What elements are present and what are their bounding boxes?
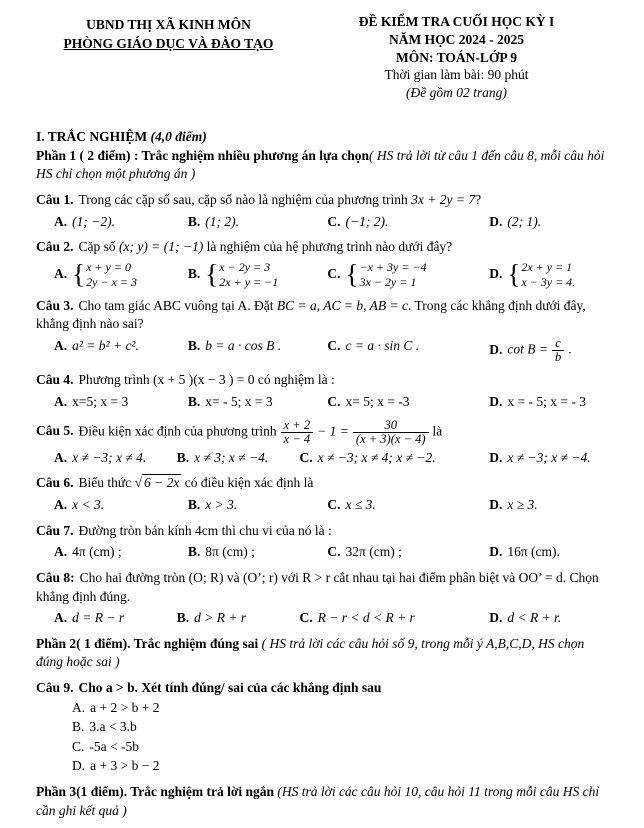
subject-grade: MÔN: TOÁN-LỚP 9 bbox=[395, 49, 517, 65]
part-2-heading bbox=[36, 635, 612, 672]
question-7-number: Câu 7. bbox=[36, 522, 74, 538]
question-6 bbox=[36, 474, 612, 514]
authority-line-2: PHÒNG GIÁO DỤC VÀ ĐÀO TẠO bbox=[63, 35, 274, 51]
question-4-option-b: B. x= - 5; x = 3 bbox=[187, 393, 273, 409]
question-6-option-c: C. x ≤ 3. bbox=[327, 497, 376, 513]
question-1-options bbox=[36, 213, 612, 232]
question-3-options bbox=[36, 337, 612, 364]
question-6-option-d: D. x ≥ 3. bbox=[489, 497, 538, 513]
question-2-option-c: C. { −x + 3y = −4 3x − 2y = 1 bbox=[327, 259, 427, 290]
square-root-expression: √ 6 − 2x bbox=[134, 475, 180, 491]
question-3-option-a: A. a² = b² + c². bbox=[54, 338, 139, 354]
question-4-option-d: D. x = - 5; x = - 3 bbox=[489, 393, 586, 409]
question-7-option-c: C. 32π (cm) ; bbox=[327, 544, 402, 560]
part-2-instructions: ( HS trả lời các câu hỏi số 9, trong mỗi ý A,B,C,D, HS chọn đúng hoặc sai ) bbox=[36, 635, 585, 670]
question-3 bbox=[36, 297, 612, 365]
issuing-authority-block bbox=[36, 13, 301, 102]
exam-duration: Thời gian làm bài: 90 phút bbox=[384, 67, 529, 83]
question-5-number: Câu 5. bbox=[36, 423, 74, 439]
system-of-equations: { 2x + y = 1 x − 3y = 4. bbox=[507, 259, 576, 290]
question-6-option-a: A. x < 3. bbox=[54, 497, 105, 513]
part-1-heading bbox=[36, 147, 612, 184]
part-1-instructions: ( HS trả lời từ câu 1 đến câu 8, mỗi câu hỏi HS chỉ chọn một phương án ) bbox=[36, 147, 605, 182]
part-2-title: Phần 2( 1 điểm). Trắc nghiệm đúng sai bbox=[36, 635, 259, 651]
question-8 bbox=[36, 569, 612, 628]
question-2-option-a: A. { x + y = 0 2y − x = 3 bbox=[54, 259, 137, 290]
authority-line-1: UBND THỊ XÃ KINH MÔN bbox=[86, 17, 251, 32]
question-1-option-c: C. (−1; 2). bbox=[327, 213, 389, 229]
part-3-heading bbox=[36, 783, 612, 820]
question-8-text: Câu 8: Cho hai đường tròn (O; R) và (O’; r) với R > r cắt nhau tại hai điểm phân biệt và OO’ = d. Chọn khẳng định đúng. bbox=[36, 569, 599, 604]
question-3-option-b: B. b = a · cos B . bbox=[187, 338, 282, 354]
question-7 bbox=[36, 522, 612, 562]
question-1-equation: 3x + 2y = 7 bbox=[411, 191, 476, 207]
system-of-equations: { x + y = 0 2y − x = 3 bbox=[72, 259, 137, 290]
brace-glyph: { bbox=[345, 259, 359, 290]
question-2-number: Câu 2. bbox=[36, 239, 74, 255]
question-7-text: Câu 7. Đường tròn bán kính 4cm thì chu vi của nó là : bbox=[36, 522, 332, 538]
question-7-option-d: D. 16π (cm). bbox=[489, 544, 560, 560]
page-count-note: (Đề gồm 02 trang) bbox=[406, 85, 507, 101]
question-2-text: Câu 2. Cặp số (x; y) = (1; −1) là nghiệm của hệ phương trình nào dưới đây? bbox=[36, 239, 453, 255]
question-9-statement-a: A. a + 2 > b + 2 bbox=[72, 699, 160, 715]
question-7-option-a: A. 4π (cm) ; bbox=[54, 544, 122, 560]
question-9-text: Câu 9. Cho a > b. Xét tính đúng/ sai của các khẳng định sau bbox=[36, 680, 382, 696]
question-4-text: Câu 4. Phương trình (x + 5 )(x − 3 ) = 0 có nghiệm là : bbox=[36, 372, 335, 388]
question-8-options bbox=[36, 609, 612, 628]
question-8-option-a: A. d = R − r bbox=[54, 610, 125, 626]
question-1-option-a: A. (1; −2). bbox=[54, 213, 115, 229]
question-4-option-c: C. x= 5; x = -3 bbox=[327, 393, 410, 409]
fraction: $\frac{c}{b}$ bbox=[552, 337, 564, 364]
question-3-number: Câu 3. bbox=[36, 297, 74, 313]
fraction: $\frac{x + 2}{x - 4}$ bbox=[281, 419, 313, 446]
exam-title-block bbox=[301, 13, 612, 102]
question-2-option-d: D. { 2x + y = 1 x − 3y = 4. bbox=[489, 259, 576, 290]
part-3-title: Phần 3(1 điểm). Trắc nghiệm trả lời ngắn bbox=[36, 783, 274, 799]
question-5-text: Câu 5. Điều kiện xác định của phương trình $\frac{x + 2}{x - 4}$ − 1 = $\frac{30}{(x + 3)(x - 4)}$ là bbox=[36, 417, 443, 446]
question-8-option-c: C. R − r < d < R + r bbox=[299, 610, 415, 626]
question-3-text: Câu 3. Cho tam giác ABC vuông tại A. Đặt BC = a, AC = b, AB = c. Trong các khẳng định dưới đây, khẳng định nào sai? bbox=[36, 297, 586, 332]
question-2 bbox=[36, 238, 612, 290]
question-5-option-d: D. x ≠ −3; x ≠ −4. bbox=[489, 449, 591, 465]
question-1-option-b: B. (1; 2). bbox=[187, 213, 240, 229]
question-1-number: Câu 1. bbox=[36, 191, 74, 207]
brace-glyph: { bbox=[205, 259, 219, 290]
question-9-statement-d: D. a + 3 > b − 2 bbox=[72, 758, 160, 774]
document-header bbox=[36, 13, 612, 102]
question-4-options bbox=[36, 393, 612, 412]
question-7-options bbox=[36, 543, 612, 562]
question-7-option-b: B. 8π (cm) ; bbox=[187, 544, 255, 560]
question-5-option-a: A. x ≠ −3; x ≠ 4. bbox=[54, 449, 147, 465]
question-5-option-b: B. x ≠ 3; x ≠ −4. bbox=[176, 449, 269, 465]
question-6-number: Câu 6. bbox=[36, 475, 74, 491]
section-1-heading: I. TRẮC NGHIỆM bbox=[36, 129, 148, 145]
question-2-option-b: B. { x − 2y = 3 2x + y = −1 bbox=[187, 259, 279, 290]
question-1 bbox=[36, 191, 612, 231]
question-1-option-d: D. (2; 1). bbox=[489, 213, 542, 229]
question-4-option-a: A. x=5; x = 3 bbox=[54, 393, 129, 409]
school-year: NĂM HỌC 2024 - 2025 bbox=[388, 31, 524, 47]
question-6-text: Câu 6. Biểu thức √ 6 − 2x có điều kiện xác định là bbox=[36, 475, 314, 491]
question-1-text: Câu 1. Trong các cặp số sau, cặp số nào là nghiệm của phương trình 3x + 2y = 7? bbox=[36, 191, 482, 207]
question-3-notation: BC = a, AC = b, AB = c bbox=[276, 297, 408, 313]
question-9-number: Câu 9. bbox=[36, 680, 74, 696]
system-of-equations: { x − 2y = 3 2x + y = −1 bbox=[205, 259, 279, 290]
question-9 bbox=[36, 679, 612, 776]
question-8-option-b: B. d > R + r bbox=[176, 610, 247, 626]
question-9-statement-b: B. 3.a < 3.b bbox=[72, 719, 137, 735]
section-1-title bbox=[36, 128, 612, 147]
question-3-option-d: D. cot B = $\frac{c}{b}$ . bbox=[489, 336, 572, 365]
question-4 bbox=[36, 371, 612, 411]
radical-sign: √ bbox=[134, 475, 142, 491]
system-of-equations: { −x + 3y = −4 3x − 2y = 1 bbox=[345, 259, 427, 290]
question-9-statement-c: C. -5a < -5b bbox=[72, 738, 139, 754]
exam-title: ĐỀ KIỂM TRA CUỐI HỌC KỲ I bbox=[358, 14, 555, 29]
question-4-number: Câu 4. bbox=[36, 372, 74, 388]
question-8-number: Câu 8: bbox=[36, 569, 75, 585]
fraction: $\frac{30}{(x + 3)(x - 4)}$ bbox=[353, 419, 429, 446]
question-2-options bbox=[36, 260, 612, 290]
question-5-option-c: C. x ≠ −3; x ≠ 4; x ≠ −2. bbox=[299, 449, 436, 465]
section-1-points: (4,0 điểm) bbox=[150, 129, 207, 145]
brace-glyph: { bbox=[72, 259, 86, 290]
question-3-option-c: C. c = a · sin C . bbox=[327, 338, 420, 354]
question-6-options bbox=[36, 496, 612, 515]
question-8-option-d: D. d < R + r. bbox=[489, 610, 562, 626]
part-3-instructions: (HS trả lời các câu hỏi 10, câu hỏi 11 trong mỗi câu HS chỉ cần ghi kết quả ) bbox=[36, 783, 600, 818]
brace-glyph: { bbox=[507, 259, 521, 290]
question-9-statements bbox=[36, 698, 612, 776]
question-5-options bbox=[36, 449, 612, 468]
question-2-pair: (x; y) = (1; −1) bbox=[119, 239, 204, 255]
question-5 bbox=[36, 419, 612, 468]
question-6-option-b: B. x > 3. bbox=[187, 497, 238, 513]
part-1-title: Phần 1 ( 2 điểm) : Trắc nghiệm nhiều phương án lựa chọn bbox=[36, 147, 369, 163]
